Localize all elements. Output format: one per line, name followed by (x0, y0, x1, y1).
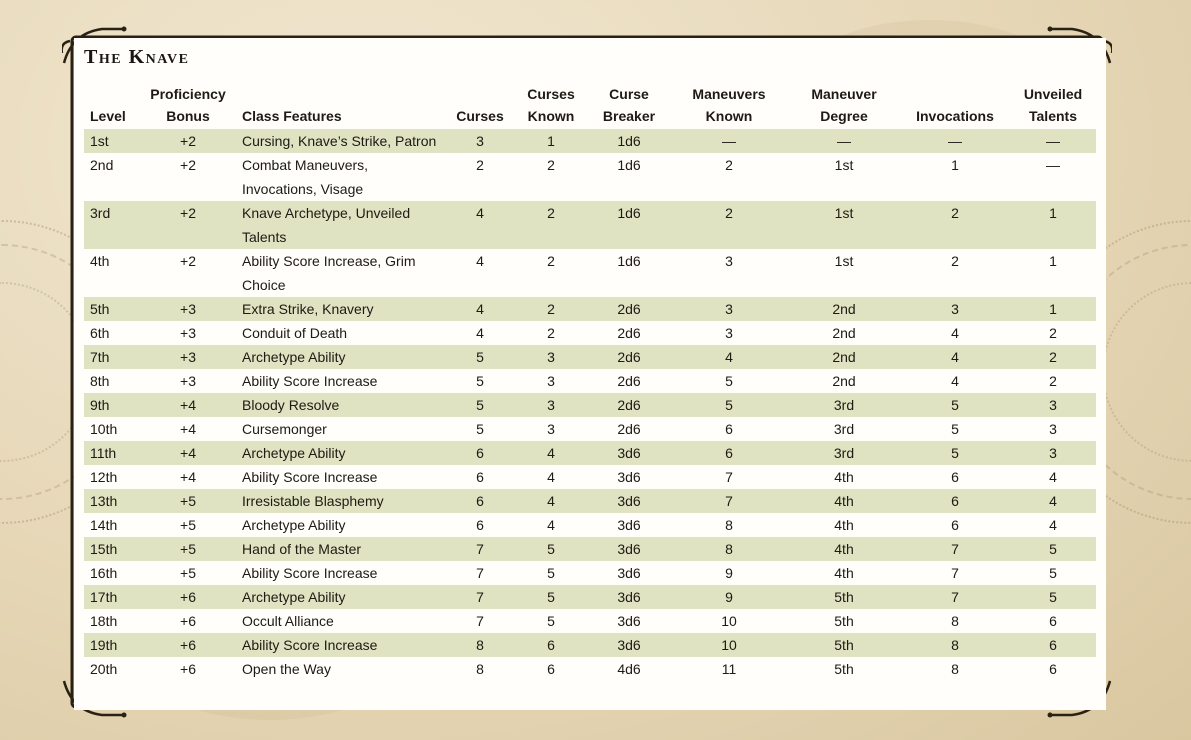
cell-maneuvers-known: 2 (725, 157, 733, 173)
table-row (84, 537, 1096, 561)
cell-proficiency-bonus: +5 (180, 565, 196, 581)
cell-curse-breaker: 2d6 (617, 373, 641, 389)
cell-proficiency-bonus: +2 (180, 157, 196, 173)
cell-maneuvers-known: 6 (725, 421, 733, 437)
cell-invocations: 3 (900, 297, 1010, 321)
cell-maneuvers-known: 3 (725, 325, 733, 341)
table-row (84, 249, 1096, 297)
cell-invocations: 8 (951, 661, 959, 677)
cell-class-features: Extra Strike, Knavery (236, 297, 446, 321)
table-row (84, 321, 1096, 345)
column-header-maneuvers-known (670, 83, 788, 129)
cell-maneuver-degree: 1st (834, 157, 854, 173)
table-row (84, 297, 1096, 321)
cell-class-features: Combat Maneuvers, Invocations, Visage (242, 157, 369, 197)
cell-unveiled-talents: 6 (1049, 661, 1057, 677)
cell-unveiled-talents: 6 (1049, 613, 1057, 629)
cell-maneuvers-known: 2 (670, 201, 788, 249)
cell-class-features: Ability Score Increase, Grim Choice (242, 253, 416, 293)
cell-class-features: Ability Score Increase (236, 633, 446, 657)
cell-class-features: Open the Way (242, 661, 331, 677)
cell-maneuver-degree: 2nd (832, 325, 856, 341)
cell-proficiency-bonus: +6 (140, 585, 236, 609)
cell-maneuvers-known: 10 (670, 633, 788, 657)
table-row (84, 633, 1096, 657)
cell-level: 17th (84, 585, 140, 609)
column-header-line: Curses (456, 108, 504, 124)
column-header-curses (446, 83, 514, 129)
cell-curse-breaker: 1d6 (588, 129, 670, 153)
table-row (84, 465, 1096, 489)
cell-unveiled-talents: 5 (1010, 585, 1096, 609)
cell-level: 9th (84, 393, 140, 417)
column-header-line: Level (90, 108, 126, 124)
cell-curses-known: 4 (547, 517, 555, 533)
cell-unveiled-talents: — (1010, 129, 1096, 153)
cell-curses: 7 (476, 565, 484, 581)
cell-level: 8th (90, 373, 110, 389)
cell-unveiled-talents: 1 (1010, 201, 1096, 249)
column-header-line: Known (705, 108, 753, 124)
table-row (84, 153, 1096, 201)
cell-curses-known: 6 (514, 633, 588, 657)
cell-maneuver-degree: 1st (834, 253, 854, 269)
cell-curse-breaker: 3d6 (617, 517, 641, 533)
cell-curses-known: 2 (547, 157, 555, 173)
cell-maneuver-degree: 2nd (832, 373, 856, 389)
cell-unveiled-talents: 4 (1010, 489, 1096, 513)
cell-proficiency-bonus: +5 (140, 489, 236, 513)
cell-unveiled-talents: 6 (1010, 633, 1096, 657)
cell-curse-breaker: 1d6 (588, 201, 670, 249)
cell-invocations: 5 (900, 441, 1010, 465)
cell-maneuvers-known: 5 (670, 393, 788, 417)
cell-curses-known: 2 (547, 253, 555, 269)
cell-maneuver-degree: — (788, 129, 900, 153)
cell-curse-breaker: 3d6 (617, 565, 641, 581)
cell-maneuvers-known: 10 (721, 613, 737, 629)
cell-maneuvers-known: 5 (725, 373, 733, 389)
table-body (84, 129, 1096, 681)
table-row (84, 513, 1096, 537)
table-row (84, 417, 1096, 441)
cell-level: 14th (90, 517, 118, 533)
cell-class-features: Archetype Ability (236, 585, 446, 609)
cell-proficiency-bonus: +3 (140, 297, 236, 321)
cell-unveiled-talents: 1 (1049, 253, 1057, 269)
cell-curses-known: 2 (514, 201, 588, 249)
cell-maneuver-degree: 5th (834, 613, 854, 629)
cell-invocations: 8 (900, 633, 1010, 657)
cell-maneuver-degree: 3rd (788, 393, 900, 417)
column-header-line: Maneuvers (692, 86, 766, 102)
cell-class-features: Occult Alliance (242, 613, 334, 629)
cell-curses: 4 (446, 297, 514, 321)
cell-class-features: Cursing, Knave’s Strike, Patron (236, 129, 446, 153)
column-header-line: Proficiency (150, 86, 226, 102)
cell-curses: 5 (446, 393, 514, 417)
cell-level: 16th (90, 565, 118, 581)
table-row (84, 609, 1096, 633)
cell-curses-known: 4 (547, 469, 555, 485)
cell-maneuvers-known: 11 (721, 661, 737, 677)
cell-unveiled-talents: 2 (1010, 345, 1096, 369)
cell-curses: 5 (446, 345, 514, 369)
cell-curses: 8 (476, 661, 484, 677)
table-row (84, 489, 1096, 513)
column-header-line: Talents (1029, 108, 1077, 124)
cell-curses-known: 2 (547, 325, 555, 341)
cell-curses: 4 (476, 325, 484, 341)
cell-class-features: Irresistable Blasphemy (236, 489, 446, 513)
cell-proficiency-bonus: +5 (180, 517, 196, 533)
table-row (84, 585, 1096, 609)
cell-proficiency-bonus: +3 (180, 325, 196, 341)
cell-curse-breaker: 2d6 (617, 421, 641, 437)
cell-curses: 7 (446, 585, 514, 609)
column-header-line: Curses (527, 86, 575, 102)
cell-proficiency-bonus: +4 (140, 393, 236, 417)
cell-maneuver-degree: 4th (834, 517, 854, 533)
table-header-row (84, 83, 1096, 129)
cell-curse-breaker: 3d6 (588, 585, 670, 609)
cell-curses: 4 (476, 253, 484, 269)
cell-invocations: 6 (951, 517, 959, 533)
cell-curses: 8 (446, 633, 514, 657)
table-title: The Knave (84, 46, 190, 68)
cell-level: 5th (84, 297, 140, 321)
cell-level: 11th (84, 441, 140, 465)
column-header-class-features (236, 83, 446, 129)
cell-invocations: 5 (900, 393, 1010, 417)
column-header-unveiled-talents (1010, 83, 1096, 129)
cell-curses-known: 1 (514, 129, 588, 153)
cell-curses-known: 5 (514, 537, 588, 561)
column-header-invocations (900, 83, 1010, 129)
table-row (84, 441, 1096, 465)
cell-maneuvers-known: 9 (670, 585, 788, 609)
cell-unveiled-talents: 2 (1049, 325, 1057, 341)
cell-curse-breaker: 1d6 (617, 253, 641, 269)
cell-class-features: Archetype Ability (236, 441, 446, 465)
cell-proficiency-bonus: +6 (180, 613, 196, 629)
column-header-maneuver-degree (788, 83, 900, 129)
cell-proficiency-bonus: +5 (140, 537, 236, 561)
cell-curses: 6 (446, 441, 514, 465)
cell-proficiency-bonus: +2 (180, 253, 196, 269)
cell-maneuvers-known: 3 (725, 253, 733, 269)
cell-proficiency-bonus: +2 (140, 201, 236, 249)
cell-invocations: 8 (951, 613, 959, 629)
cell-unveiled-talents: 2 (1049, 373, 1057, 389)
column-header-line: Unveiled (1023, 86, 1083, 102)
cell-curses: 7 (476, 613, 484, 629)
cell-curse-breaker: 2d6 (588, 297, 670, 321)
cell-curses-known: 3 (514, 345, 588, 369)
cell-unveiled-talents: 1 (1010, 297, 1096, 321)
cell-invocations: 7 (951, 565, 959, 581)
cell-proficiency-bonus: +4 (140, 441, 236, 465)
cell-curses-known: 4 (514, 441, 588, 465)
cell-curses-known: 3 (547, 421, 555, 437)
column-header-curses-known (514, 83, 588, 129)
cell-curses: 4 (446, 201, 514, 249)
cell-maneuvers-known: 8 (670, 537, 788, 561)
cell-proficiency-bonus: +6 (180, 661, 196, 677)
cell-curse-breaker: 3d6 (617, 469, 641, 485)
cell-curse-breaker: 3d6 (588, 441, 670, 465)
cell-maneuver-degree: 3rd (833, 421, 855, 437)
cell-level: 20th (90, 661, 118, 677)
cell-invocations: 5 (951, 421, 959, 437)
cell-maneuver-degree: 5th (788, 633, 900, 657)
cell-curse-breaker: 2d6 (588, 393, 670, 417)
cell-class-features: Ability Score Increase (242, 469, 378, 485)
cell-curses: 6 (446, 489, 514, 513)
cell-maneuvers-known: 9 (725, 565, 733, 581)
cell-curses: 6 (476, 469, 484, 485)
column-header-line: Invocations (916, 108, 994, 124)
cell-proficiency-bonus: +4 (180, 421, 196, 437)
cell-invocations: — (900, 129, 1010, 153)
cell-unveiled-talents: 3 (1010, 441, 1096, 465)
cell-curses-known: 5 (547, 565, 555, 581)
cell-proficiency-bonus: +2 (140, 129, 236, 153)
cell-level: 3rd (84, 201, 140, 249)
cell-curses-known: 4 (514, 489, 588, 513)
cell-level: 7th (84, 345, 140, 369)
cell-curses-known: 3 (547, 373, 555, 389)
cell-class-features: Bloody Resolve (236, 393, 446, 417)
table-row (84, 657, 1096, 681)
cell-curse-breaker: 3d6 (588, 537, 670, 561)
cell-curses-known: 3 (514, 393, 588, 417)
cell-curses-known: 5 (547, 613, 555, 629)
cell-maneuver-degree: 4th (788, 537, 900, 561)
cell-class-features: Knave Archetype, Unveiled Talents (236, 201, 446, 249)
cell-proficiency-bonus: +4 (180, 469, 196, 485)
table-row (84, 393, 1096, 417)
cell-curses: 5 (476, 373, 484, 389)
cell-level: 4th (90, 253, 110, 269)
cell-class-features: Ability Score Increase (242, 373, 378, 389)
cell-maneuvers-known: 7 (725, 469, 733, 485)
cell-maneuvers-known: 3 (670, 297, 788, 321)
cell-level: 18th (90, 613, 118, 629)
column-header-level (84, 83, 140, 129)
cell-curses-known: 2 (514, 297, 588, 321)
cell-invocations: 4 (951, 373, 959, 389)
cell-maneuver-degree: 4th (788, 489, 900, 513)
column-header-line: Class Features (242, 108, 342, 124)
cell-curses: 2 (476, 157, 484, 173)
cell-curse-breaker: 3d6 (588, 633, 670, 657)
column-header-line: Known (527, 108, 575, 124)
cell-unveiled-talents: 3 (1010, 393, 1096, 417)
cell-unveiled-talents: 3 (1049, 421, 1057, 437)
cell-invocations: 1 (951, 157, 959, 173)
column-header-line: Bonus (166, 108, 210, 124)
cell-invocations: 6 (951, 469, 959, 485)
column-header-line: Breaker (602, 108, 656, 124)
column-header-line: Maneuver (811, 86, 877, 102)
cell-maneuver-degree: 2nd (788, 345, 900, 369)
cell-maneuvers-known: — (670, 129, 788, 153)
cell-maneuver-degree: 1st (788, 201, 900, 249)
column-header-proficiency-bonus (140, 83, 236, 129)
cell-maneuver-degree: 4th (834, 565, 854, 581)
cell-curse-breaker: 2d6 (617, 325, 641, 341)
cell-maneuver-degree: 5th (834, 661, 854, 677)
cell-level: 1st (84, 129, 140, 153)
cell-class-features: Archetype Ability (236, 345, 446, 369)
cell-class-features: Archetype Ability (242, 517, 346, 533)
cell-curse-breaker: 2d6 (588, 345, 670, 369)
cell-class-features: Ability Score Increase (242, 565, 378, 581)
cell-curse-breaker: 1d6 (617, 157, 641, 173)
cell-maneuver-degree: 3rd (788, 441, 900, 465)
table-row (84, 129, 1096, 153)
cell-invocations: 4 (900, 345, 1010, 369)
cell-curses-known: 5 (514, 585, 588, 609)
cell-level: 10th (90, 421, 118, 437)
cell-curses: 7 (446, 537, 514, 561)
cell-level: 15th (84, 537, 140, 561)
cell-curse-breaker: 4d6 (617, 661, 641, 677)
cell-invocations: 4 (951, 325, 959, 341)
cell-level: 19th (84, 633, 140, 657)
cell-unveiled-talents: 5 (1049, 565, 1057, 581)
table-row (84, 345, 1096, 369)
class-progression-table (84, 83, 1096, 681)
cell-maneuvers-known: 4 (670, 345, 788, 369)
cell-curses: 3 (446, 129, 514, 153)
cell-proficiency-bonus: +3 (180, 373, 196, 389)
cell-maneuvers-known: 7 (670, 489, 788, 513)
cell-maneuver-degree: 2nd (788, 297, 900, 321)
table-row (84, 369, 1096, 393)
column-header-line: Degree (820, 108, 868, 124)
cell-curses: 6 (476, 517, 484, 533)
cell-curse-breaker: 3d6 (617, 613, 641, 629)
cell-curses: 5 (476, 421, 484, 437)
table-row (84, 561, 1096, 585)
cell-curses-known: 6 (547, 661, 555, 677)
column-header-curse-breaker (588, 83, 670, 129)
cell-class-features: Cursemonger (242, 421, 327, 437)
cell-level: 12th (90, 469, 118, 485)
cell-unveiled-talents: 5 (1010, 537, 1096, 561)
cell-unveiled-talents: — (1046, 157, 1060, 173)
cell-level: 13th (84, 489, 140, 513)
cell-unveiled-talents: 4 (1049, 517, 1057, 533)
cell-level: 2nd (90, 157, 114, 173)
cell-level: 6th (90, 325, 110, 341)
cell-invocations: 7 (900, 585, 1010, 609)
column-header-line: Curse (609, 86, 649, 102)
cell-invocations: 2 (900, 201, 1010, 249)
cell-class-features: Conduit of Death (242, 325, 348, 341)
cell-proficiency-bonus: +6 (140, 633, 236, 657)
cell-maneuvers-known: 8 (725, 517, 733, 533)
cell-class-features: Hand of the Master (236, 537, 446, 561)
cell-maneuver-degree: 5th (788, 585, 900, 609)
cell-proficiency-bonus: +3 (140, 345, 236, 369)
cell-unveiled-talents: 4 (1049, 469, 1057, 485)
table-row (84, 201, 1096, 249)
cell-invocations: 7 (900, 537, 1010, 561)
cell-maneuver-degree: 4th (834, 469, 854, 485)
cell-maneuvers-known: 6 (670, 441, 788, 465)
cell-invocations: 6 (900, 489, 1010, 513)
cell-curse-breaker: 3d6 (588, 489, 670, 513)
cell-invocations: 2 (951, 253, 959, 269)
